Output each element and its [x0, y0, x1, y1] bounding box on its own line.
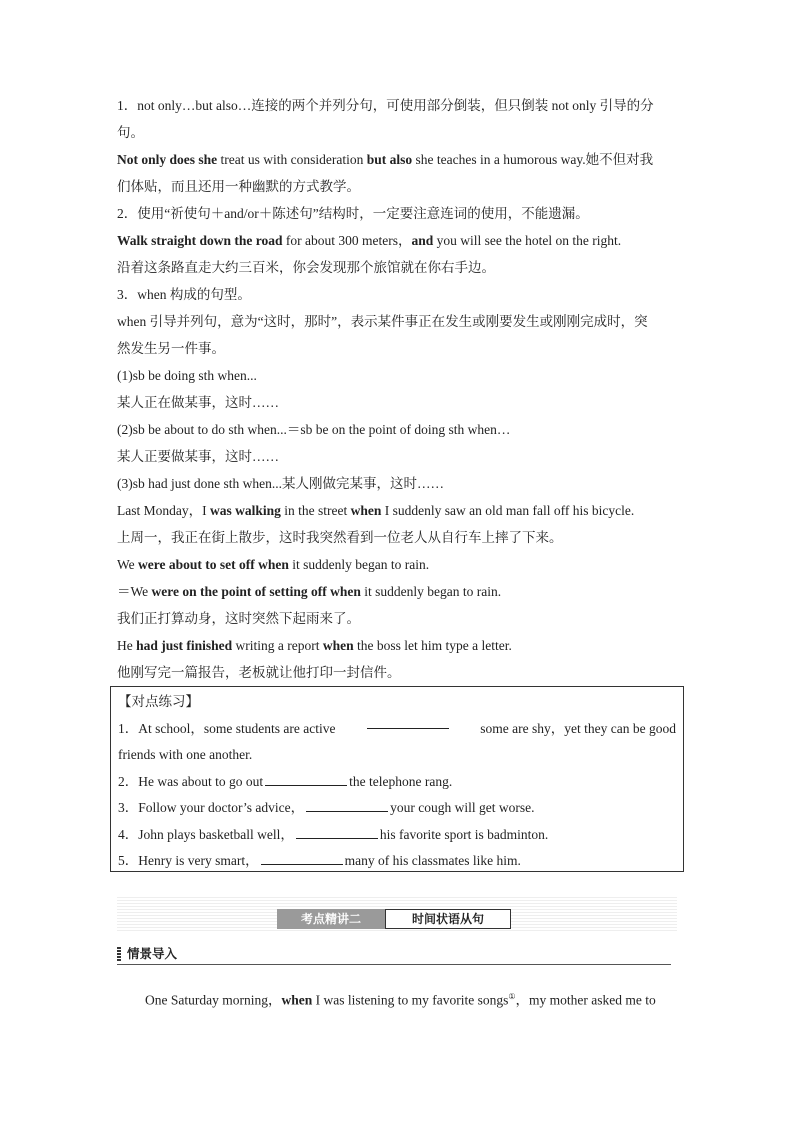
example-5: ＝We were on the point of setting off when it suddenly began to rain.: [117, 584, 502, 599]
note-1-line-1: 1．not only…but also…连接的两个并列分句，可使用部分倒装，但只倒装 not only 引导的分: [117, 98, 654, 113]
question-1-cont: friends with one another.: [118, 747, 253, 762]
question-3: 3．Follow your doctor’s advice， your cough will get worse.: [118, 800, 535, 815]
question-4: 4．John plays basketball well， his favorite sport is badminton.: [118, 826, 549, 842]
answer-blank[interactable]: [367, 716, 449, 729]
example-4: We were about to set off when it suddenly began to rain.: [117, 557, 430, 572]
bold-text: Not only does she: [117, 152, 218, 167]
section-marker-icon: [117, 947, 121, 961]
question-2: 2．He was about to go out the telephone rang.: [118, 773, 453, 789]
section-header: [117, 944, 671, 965]
example-3: Last Monday，I was walking in the street when I suddenly saw an old man fall off his bicycle.: [117, 503, 635, 518]
intro-paragraph: One Saturday morning，when I was listening to my favorite songs①，my mother asked me to: [145, 992, 656, 1008]
answer-blank[interactable]: [265, 773, 347, 786]
pattern-2-translation: 某人正要做某事，这时……: [117, 449, 279, 464]
question-5: 5．Henry is very smart， many of his classmates like him.: [118, 853, 521, 868]
example-2-translation: 沿着这条路直走大约三百米，你会发现那个旅馆就在你右手边。: [117, 260, 495, 275]
banner-title: 时间状语从句: [385, 909, 511, 929]
example-5-translation: 我们正打算动身，这时突然下起雨来了。: [117, 611, 360, 626]
pattern-2: (2)sb be about to do sth when...＝sb be on the point of doing sth when…: [117, 422, 511, 437]
example-1-line-1: Not only does she treat us with consideration but also she teaches in a humorous way.她不但对我: [117, 152, 654, 167]
section-title: 情景导入: [127, 946, 178, 961]
example-1-line-2: 们体贴，而且还用一种幽默的方式教学。: [117, 179, 360, 194]
answer-blank[interactable]: [261, 852, 343, 865]
pattern-1-translation: 某人正在做某事，这时……: [117, 395, 279, 410]
banner-label: 考点精讲二: [277, 909, 385, 929]
pattern-1: (1)sb be doing sth when...: [117, 368, 257, 383]
note-3: 3．when 构成的句型。: [117, 287, 251, 302]
example-6: He had just finished writing a report when the boss let him type a letter.: [117, 638, 512, 653]
note-3-line-1: when 引导并列句，意为“这时，那时”，表示某件事正在发生或刚要发生或刚刚完成时，突: [117, 314, 648, 329]
practice-title: 【对点练习】: [118, 694, 199, 709]
example-2: Walk straight down the road for about 300 meters，and you will see the hotel on the right.: [117, 233, 622, 248]
note-2: 2．使用“祈使句＋and/or＋陈述句”结构时，一定要注意连词的使用，不能遗漏。: [117, 206, 589, 221]
practice-box: [110, 686, 684, 872]
note-1-line-2: 句。: [117, 125, 144, 140]
section-banner: [117, 897, 677, 931]
footnote-marker: ①: [508, 992, 516, 1001]
pattern-3: (3)sb had just done sth when...某人刚做完某事，这时……: [117, 476, 444, 491]
example-6-translation: 他刚写完一篇报告，老板就让他打印一封信件。: [117, 665, 401, 680]
example-3-translation: 上周一，我正在街上散步，这时我突然看到一位老人从自行车上摔了下来。: [117, 530, 563, 545]
answer-blank[interactable]: [296, 826, 378, 839]
bold-text: but also: [366, 152, 413, 167]
note-3-line-2: 然发生另一件事。: [117, 341, 225, 356]
grammar-notes: [117, 92, 677, 686]
answer-blank[interactable]: [306, 799, 388, 812]
question-1: 1．At school，some students are active some are shy，yet they can be good: [118, 716, 676, 743]
